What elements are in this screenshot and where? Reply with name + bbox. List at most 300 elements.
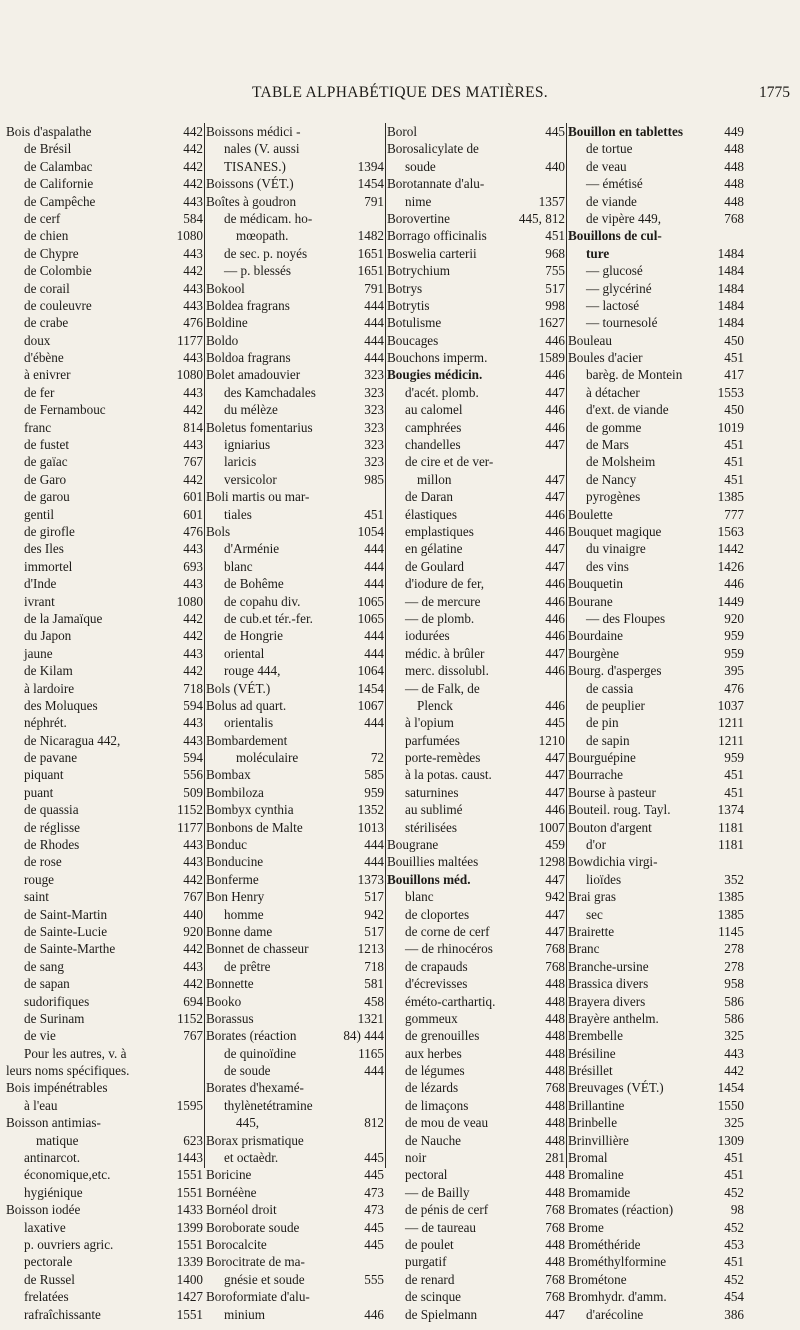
entry-term: à lardoire (24, 680, 75, 696)
entry-term: de Colombie (24, 263, 92, 279)
entry-term: Boules d'acier (568, 350, 643, 366)
entry-page-ref: 448 (545, 1237, 565, 1252)
entry-page-ref: 446 (545, 628, 565, 644)
entry-term: d'acét. plomb. (405, 384, 479, 400)
index-entry (206, 262, 384, 279)
entry-page-ref: 451 (724, 1150, 744, 1166)
entry-term: Brembelle (568, 1028, 623, 1044)
entry-term: Brayère anthelm. (568, 1010, 659, 1026)
entry-term: antinarcot. (24, 1150, 81, 1166)
index-entry (387, 923, 565, 940)
index-entry (206, 332, 384, 349)
entry-page-ref: 447 (545, 471, 565, 487)
entry-page-ref: 968 (545, 245, 565, 261)
entry-page-ref: 446 (545, 697, 565, 713)
entry-page-ref: 448 (545, 1028, 565, 1044)
index-entry (206, 853, 384, 870)
entry-term: de Nancy (586, 471, 637, 487)
entry-term: de fustet (24, 437, 70, 453)
entry-page-ref: 1595 (176, 1097, 203, 1113)
index-entry (568, 436, 744, 453)
index-entry (206, 175, 384, 192)
index-entry (206, 662, 384, 679)
entry-page-ref: 942 (364, 906, 384, 922)
entry-term: Bolet amadouvier (206, 367, 301, 383)
entry-term: Bourdaine (568, 628, 623, 644)
entry-page-ref: 452 (724, 1219, 744, 1235)
entry-page-ref: 451 (724, 437, 744, 453)
entry-page-ref: 448 (545, 1254, 565, 1270)
entry-page-ref: 325 (724, 1028, 744, 1044)
entry-term: Bromaline (568, 1167, 624, 1183)
index-entry (6, 645, 203, 662)
index-entry (387, 401, 565, 418)
entry-term: — de Falk, de (405, 680, 480, 696)
entry-term: de Surinam (24, 1010, 85, 1026)
entry-term: Borovertine (387, 210, 450, 226)
entry-term: d'iodure de fer, (405, 576, 485, 592)
entry-term: de crapauds (405, 958, 468, 974)
index-entry (6, 610, 203, 627)
entry-page-ref: 694 (183, 993, 203, 1009)
entry-term: de soude (224, 1063, 271, 1079)
entry-term: Bouton d'argent (568, 819, 652, 835)
index-entry (387, 906, 565, 923)
entry-term: Bougies médicin. (387, 367, 483, 383)
entry-term: Bonduc (206, 837, 248, 853)
entry-term: de quassia (24, 802, 79, 818)
index-entry (568, 1062, 744, 1079)
index-entry (568, 662, 744, 679)
entry-page-ref: 1080 (176, 367, 203, 383)
entry-term: Botrychium (387, 263, 451, 279)
index-entry (568, 193, 744, 210)
entry-page-ref: 768 (724, 210, 744, 226)
entry-page-ref: 1385 (717, 489, 744, 505)
entry-page-ref: 445 (545, 124, 565, 139)
entry-term: Bornéol droit (206, 1202, 277, 1218)
index-entry (6, 488, 203, 505)
entry-term: Botrys (387, 280, 423, 296)
index-entry (206, 193, 384, 210)
index-entry (6, 140, 203, 157)
entry-page-ref: 767 (183, 1028, 203, 1044)
index-entry (568, 819, 744, 836)
index-entry (568, 627, 744, 644)
entry-term: de sang (24, 958, 64, 974)
index-entry (206, 732, 384, 749)
index-entry (6, 471, 203, 488)
entry-term: franc (24, 419, 52, 435)
entry-page-ref: 444 (364, 645, 384, 661)
index-entry (6, 384, 203, 401)
index-entry (206, 436, 384, 453)
entry-page-ref: 476 (183, 523, 203, 539)
index-entry (387, 123, 565, 140)
entry-page-ref: 1651 (357, 245, 384, 261)
entry-term: Bonferme (206, 871, 259, 887)
index-entry (568, 906, 744, 923)
index-entry (6, 297, 203, 314)
entry-term: de rose (24, 854, 62, 870)
index-entry (568, 245, 744, 262)
index-entry (6, 1027, 203, 1044)
index-entry (206, 227, 384, 244)
entry-page-ref: 985 (364, 471, 384, 487)
index-entry (206, 1132, 384, 1149)
entry-term: Boldo (206, 332, 239, 348)
entry-page-ref: 586 (724, 993, 744, 1009)
index-entry (6, 662, 203, 679)
entry-page-ref: 448 (545, 1045, 565, 1061)
entry-term: de limaçons (405, 1097, 469, 1113)
index-entry (206, 784, 384, 801)
index-entry (206, 1184, 384, 1201)
index-entry (6, 819, 203, 836)
entry-term: de médicam. ho- (224, 210, 313, 226)
entry-page-ref: 323 (364, 419, 384, 435)
index-entry (387, 384, 565, 401)
entry-page-ref: 718 (364, 958, 384, 974)
index-entry (206, 766, 384, 783)
index-entry (6, 1253, 203, 1270)
entry-page-ref: 958 (724, 976, 744, 992)
entry-page-ref: 768 (545, 1080, 565, 1096)
entry-term: de couleuvre (24, 297, 92, 313)
entry-page-ref: 442 (183, 610, 203, 626)
entry-term: Boucages (387, 332, 439, 348)
index-entry (387, 801, 565, 818)
index-entry (387, 627, 565, 644)
entry-term: Bourrache (568, 767, 623, 783)
entry-page-ref: 452 (724, 1184, 744, 1200)
entry-term: Bougrane (387, 837, 439, 853)
entry-page-ref: 443 (183, 854, 203, 870)
entry-page-ref: 442 (183, 663, 203, 679)
entry-page-ref: 445 (364, 1237, 384, 1252)
index-entry (387, 1288, 565, 1305)
index-entry (206, 1253, 384, 1270)
index-entry (206, 540, 384, 557)
index-entry (568, 1027, 744, 1044)
index-entry (206, 749, 384, 766)
index-entry (568, 366, 744, 383)
entry-page-ref: 443 (183, 958, 203, 974)
entry-term: Borotannate d'alu- (387, 176, 485, 192)
entry-page-ref: 443 (183, 732, 203, 748)
index-entry (568, 1253, 744, 1270)
entry-term: de peuplier (586, 697, 645, 713)
index-entry (206, 610, 384, 627)
entry-term: gommeux (405, 1010, 458, 1026)
entry-page-ref: 791 (364, 280, 384, 296)
entry-term: doux (24, 332, 51, 348)
index-entry (206, 940, 384, 957)
index-entry (568, 280, 744, 297)
index-entry (206, 1027, 384, 1044)
entry-term: — de rhinocéros (405, 941, 493, 957)
entry-page-ref: 1426 (717, 558, 744, 574)
index-entry (206, 366, 384, 383)
entry-term: Boisson antimias- (6, 1115, 101, 1131)
entry-term: Brométone (568, 1271, 627, 1287)
entry-page-ref: 448 (545, 1115, 565, 1131)
entry-term: Boletus fomentarius (206, 419, 313, 435)
entry-term: du vinaigre (586, 541, 646, 557)
entry-term: de Bohême (224, 576, 284, 592)
entry-term: purgatif (405, 1254, 447, 1270)
index-entry (206, 923, 384, 940)
entry-page-ref: 586 (724, 1010, 744, 1026)
index-entry (206, 1236, 384, 1253)
entry-term: de quinoïdine (224, 1045, 297, 1061)
index-entry (387, 523, 565, 540)
index-entry (6, 853, 203, 870)
entry-term: Brinbelle (568, 1115, 618, 1131)
index-entry (206, 140, 384, 157)
index-entry (206, 506, 384, 523)
index-entry (6, 1114, 203, 1131)
entry-term: Bois d'aspalathe (6, 124, 92, 139)
index-entry (387, 871, 565, 888)
entry-term: de grenouilles (405, 1028, 480, 1044)
entry-page-ref: 581 (364, 976, 384, 992)
entry-term: Boîtes à goudron (206, 193, 297, 209)
index-column-4 (568, 123, 744, 1322)
entry-term: Boli martis ou mar- (206, 489, 310, 505)
entry-page-ref: 1321 (357, 1010, 384, 1026)
entry-page-ref: 1080 (176, 593, 203, 609)
entry-term: Brinvillière (568, 1132, 629, 1148)
index-entry (206, 245, 384, 262)
index-entry (206, 1219, 384, 1236)
entry-page-ref: 768 (545, 1271, 565, 1287)
entry-page-ref: 767 (183, 454, 203, 470)
entry-term: Boroborate soude (206, 1219, 300, 1235)
entry-page-ref: 1152 (177, 802, 203, 818)
index-entry (568, 714, 744, 731)
entry-term: Bromamide (568, 1184, 631, 1200)
index-entry (6, 732, 203, 749)
index-entry (568, 1079, 744, 1096)
index-entry (206, 1045, 384, 1062)
entry-term: parfumées (405, 732, 460, 748)
index-entry (568, 419, 744, 436)
index-entry (206, 349, 384, 366)
index-entry (387, 193, 565, 210)
entry-page-ref: 1553 (717, 384, 744, 400)
entry-page-ref: 446 (545, 663, 565, 679)
entry-page-ref: 1181 (718, 819, 744, 835)
entry-page-ref: 448 (724, 158, 744, 174)
entry-term: hygiénique (24, 1184, 83, 1200)
entry-term: gnésie et soude (224, 1271, 305, 1287)
entry-page-ref: 442 (183, 263, 203, 279)
entry-term: de Nicaragua 442, (24, 732, 121, 748)
entry-term: Bouchons imperm. (387, 350, 488, 366)
entry-term: laricis (224, 454, 257, 470)
entry-term: de cire et de ver- (405, 454, 494, 470)
entry-page-ref: 448 (545, 1063, 565, 1079)
entry-page-ref: 476 (724, 680, 744, 696)
entry-term: Bouillons de cul- (568, 228, 662, 244)
index-column-1 (6, 123, 203, 1322)
index-entry (387, 262, 565, 279)
entry-term: sudorifiques (24, 993, 90, 1009)
index-entry (387, 958, 565, 975)
entry-page-ref: 278 (724, 941, 744, 957)
index-entry (387, 210, 565, 227)
index-entry (6, 210, 203, 227)
index-entry (387, 1201, 565, 1218)
entry-page-ref: 444 (364, 558, 384, 574)
entry-page-ref: 1400 (176, 1271, 203, 1287)
index-entry (6, 1219, 203, 1236)
index-entry (568, 1288, 744, 1305)
entry-page-ref: 1211 (718, 732, 744, 748)
index-entry (568, 123, 744, 140)
index-entry (568, 349, 744, 366)
index-entry (568, 888, 744, 905)
index-entry (6, 1201, 203, 1218)
index-entry (6, 262, 203, 279)
entry-term: de veau (586, 158, 627, 174)
entry-term: emplastiques (405, 523, 474, 539)
entry-page-ref: 447 (545, 437, 565, 453)
entry-term: ture (586, 245, 610, 261)
entry-page-ref: 1427 (176, 1289, 203, 1305)
index-entry (568, 645, 744, 662)
entry-page-ref: 1080 (176, 228, 203, 244)
entry-page-ref: 1563 (717, 523, 744, 539)
entry-page-ref: 942 (545, 889, 565, 905)
index-entry (6, 940, 203, 957)
index-entry (568, 784, 744, 801)
entry-term: camphrées (405, 419, 462, 435)
index-column-3 (387, 123, 565, 1322)
index-entry (206, 871, 384, 888)
index-entry (568, 575, 744, 592)
entry-term: de la Jamaïque (24, 610, 103, 626)
entry-page-ref: 446 (545, 523, 565, 539)
entry-term: — glycériné (586, 280, 652, 296)
entry-page-ref: 447 (545, 767, 565, 783)
index-entry (206, 645, 384, 662)
entry-term: au calomel (405, 402, 463, 418)
entry-term: Boisson iodée (6, 1202, 81, 1218)
entry-page-ref: 442 (724, 1063, 744, 1079)
index-entry (568, 923, 744, 940)
index-entry (568, 540, 744, 557)
entry-page-ref: 444 (364, 628, 384, 644)
entry-page-ref: 998 (545, 297, 565, 313)
index-entry (206, 1201, 384, 1218)
entry-page-ref: 1651 (357, 263, 384, 279)
index-entry (568, 766, 744, 783)
index-entry (568, 593, 744, 610)
entry-page-ref: 443 (183, 541, 203, 557)
entry-page-ref: 440 (545, 158, 565, 174)
entry-term: Borax prismatique (206, 1132, 304, 1148)
entry-term: — de plomb. (405, 610, 475, 626)
entry-page-ref: 445 (364, 1219, 384, 1235)
index-entry (387, 227, 565, 244)
entry-page-ref: 1374 (717, 802, 744, 818)
entry-page-ref: 1064 (357, 663, 384, 679)
index-entry (387, 766, 565, 783)
index-entry (568, 1271, 744, 1288)
index-entry (387, 610, 565, 627)
index-entry (568, 1184, 744, 1201)
entry-term: Borassus (206, 1010, 254, 1026)
index-entry (568, 506, 744, 523)
index-entry (206, 384, 384, 401)
entry-page-ref: 1298 (538, 854, 565, 870)
entry-term: Bourse à pasteur (568, 784, 656, 800)
entry-term: et octaèdr. (224, 1150, 279, 1166)
entry-term: Botulisme (387, 315, 442, 331)
entry-page-ref: 451 (724, 784, 744, 800)
entry-page-ref: 446 (545, 506, 565, 522)
index-entry (387, 1027, 565, 1044)
entry-term: laxative (24, 1219, 66, 1235)
index-entry (206, 1306, 384, 1323)
index-entry (6, 1062, 203, 1079)
entry-term: de girofle (24, 523, 75, 539)
entry-term: des Kamchadales (224, 384, 316, 400)
index-entry (387, 558, 565, 575)
index-entry (206, 471, 384, 488)
index-entry (387, 888, 565, 905)
index-entry (568, 1201, 744, 1218)
entry-term: 445, (236, 1115, 260, 1131)
entry-term: Bolus ad quart. (206, 697, 287, 713)
entry-term: Bromal (568, 1150, 608, 1166)
index-entry (206, 1010, 384, 1027)
entry-term: de Rhodes (24, 837, 80, 853)
index-entry (206, 593, 384, 610)
entry-page-ref: 1484 (717, 245, 744, 261)
entry-term: de Hongrie (224, 628, 283, 644)
entry-term: Bouillies maltées (387, 854, 479, 870)
entry-page-ref: 1181 (718, 837, 744, 853)
entry-term: de Chypre (24, 245, 79, 261)
index-entry (206, 975, 384, 992)
index-entry (6, 575, 203, 592)
index-entry (387, 453, 565, 470)
index-entry (206, 680, 384, 697)
index-entry (6, 680, 203, 697)
entry-page-ref: 1152 (177, 1010, 203, 1026)
index-entry (568, 453, 744, 470)
entry-page-ref: 447 (545, 784, 565, 800)
index-entry (568, 749, 744, 766)
entry-page-ref: 1484 (717, 297, 744, 313)
index-entry (387, 1271, 565, 1288)
entry-page-ref: 1551 (176, 1306, 203, 1322)
entry-term: de scinque (405, 1289, 462, 1305)
entry-page-ref: 959 (724, 750, 744, 766)
entry-term: de sapan (24, 976, 70, 992)
entry-page-ref: 1454 (717, 1080, 744, 1096)
entry-page-ref: 443 (183, 837, 203, 853)
entry-page-ref: 443 (183, 437, 203, 453)
entry-term: matique (36, 1132, 79, 1148)
entry-page-ref: 447 (545, 1306, 565, 1322)
entry-term: nime (405, 193, 432, 209)
index-entry (568, 140, 744, 157)
entry-term: Pour les autres, v. à (24, 1045, 127, 1061)
